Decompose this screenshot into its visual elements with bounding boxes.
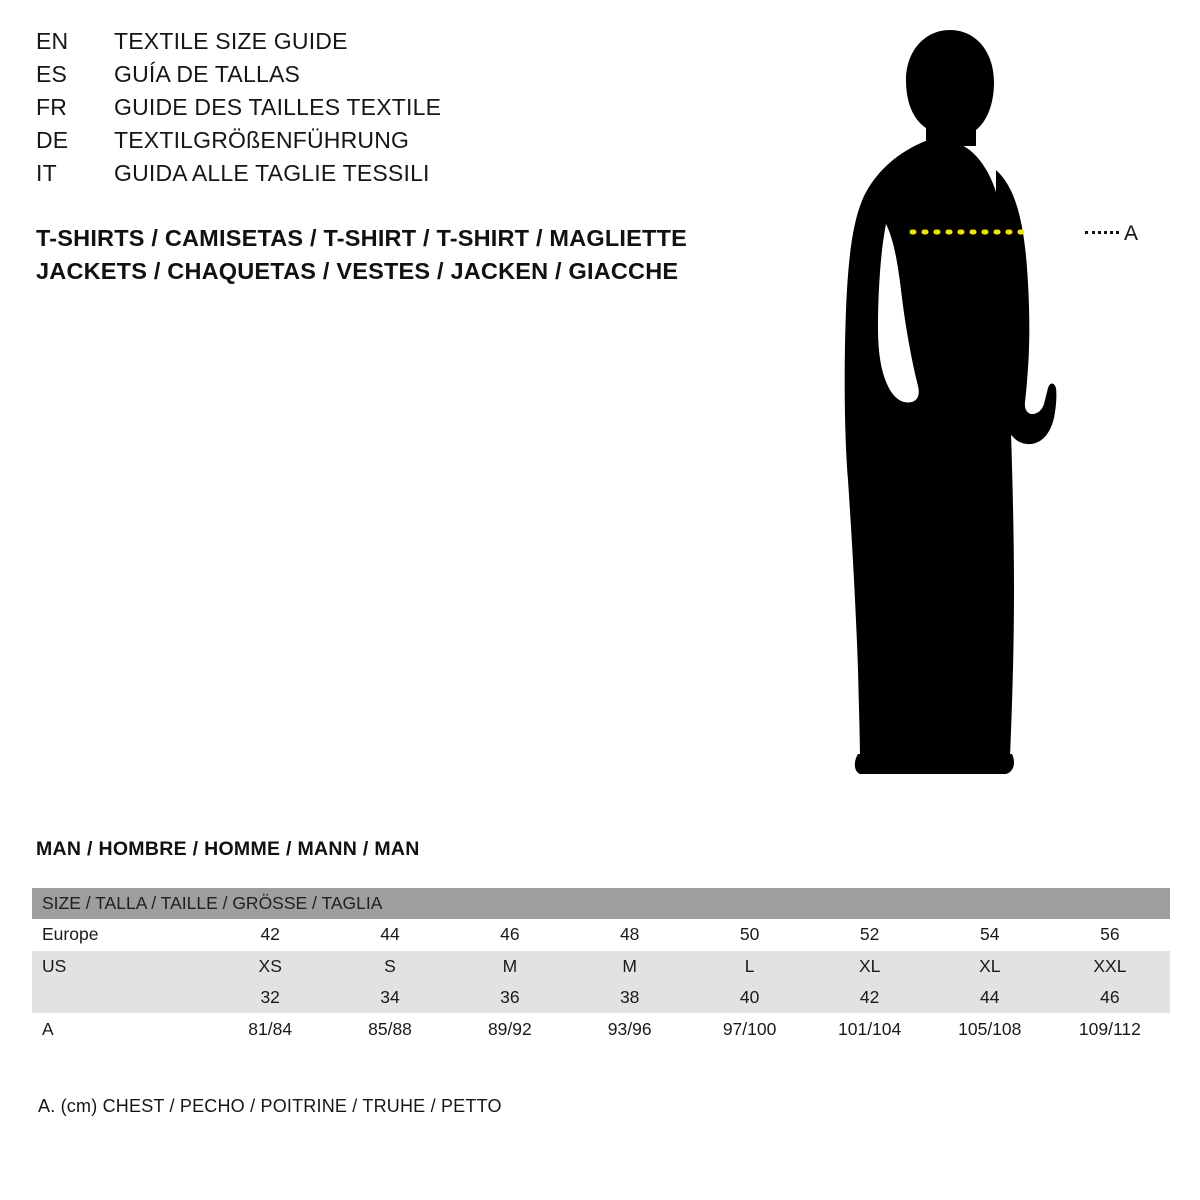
cell-a-1: 85/88 xyxy=(330,1014,450,1046)
garment-line-tshirts: T-SHIRTS / CAMISETAS / T-SHIRT / T-SHIRT / MAGLIETTE xyxy=(36,225,687,251)
language-text-es: GUÍA DE TALLAS xyxy=(114,61,301,87)
cell-us-3: M xyxy=(570,951,690,983)
language-text-it: GUIDA ALLE TAGLIE TESSILI xyxy=(114,160,430,186)
cell-a-6: 105/108 xyxy=(930,1014,1050,1046)
row-label-a: A xyxy=(32,1014,210,1046)
cell-a-0: 81/84 xyxy=(210,1014,330,1046)
section-title-man: MAN / HOMBRE / HOMME / MANN / MAN xyxy=(36,838,420,860)
language-row-it xyxy=(36,160,736,193)
cell-europe-7: 56 xyxy=(1050,919,1170,951)
language-row-de xyxy=(36,127,736,160)
cell-europe-1: 44 xyxy=(330,919,450,951)
language-text-de: TEXTILGRÖßENFÜHRUNG xyxy=(114,127,410,153)
cell-europe-5: 52 xyxy=(810,919,930,951)
language-text-en: TEXTILE SIZE GUIDE xyxy=(114,28,348,54)
cell-a-2: 89/92 xyxy=(450,1014,570,1046)
language-header-block xyxy=(36,28,736,193)
cell-us-0: XS xyxy=(210,951,330,983)
language-code-fr: FR xyxy=(36,94,68,120)
table-row xyxy=(32,919,1170,951)
cell-numeric-6: 44 xyxy=(930,982,1050,1014)
cell-us-2: M xyxy=(450,951,570,983)
cell-europe-3: 48 xyxy=(570,919,690,951)
cell-numeric-4: 40 xyxy=(690,982,810,1014)
cell-numeric-1: 34 xyxy=(330,982,450,1014)
language-row-es xyxy=(36,61,736,94)
row-label-europe: Europe xyxy=(32,919,210,951)
table-header-label: SIZE / TALLA / TAILLE / GRÖSSE / TAGLIA xyxy=(32,888,1170,919)
cell-numeric-0: 32 xyxy=(210,982,330,1014)
row-label-us: US xyxy=(32,951,210,983)
language-code-en: EN xyxy=(36,28,69,54)
size-table xyxy=(32,888,1170,1045)
cell-us-7: XXL xyxy=(1050,951,1170,983)
table-footnote: A. (cm) CHEST / PECHO / POITRINE / TRUHE / PETTO xyxy=(38,1096,502,1116)
cell-a-3: 93/96 xyxy=(570,1014,690,1046)
cell-us-6: XL xyxy=(930,951,1050,983)
cell-numeric-5: 42 xyxy=(810,982,930,1014)
garment-type-block xyxy=(36,222,796,288)
cell-us-1: S xyxy=(330,951,450,983)
row-label-numeric xyxy=(32,982,210,1014)
cell-a-5: 101/104 xyxy=(810,1014,930,1046)
cell-europe-0: 42 xyxy=(210,919,330,951)
language-code-es: ES xyxy=(36,61,68,87)
body-silhouette-figure xyxy=(800,10,1200,800)
table-row xyxy=(32,1014,1170,1046)
language-code-it: IT xyxy=(36,160,57,186)
table-row xyxy=(32,951,1170,983)
cell-europe-6: 54 xyxy=(930,919,1050,951)
cell-europe-4: 50 xyxy=(690,919,810,951)
measure-label-a: A xyxy=(1124,222,1139,245)
garment-line-jackets: JACKETS / CHAQUETAS / VESTES / JACKEN / GIACCHE xyxy=(36,258,679,284)
cell-numeric-7: 46 xyxy=(1050,982,1170,1014)
cell-a-4: 97/100 xyxy=(690,1014,810,1046)
cell-numeric-2: 36 xyxy=(450,982,570,1014)
table-row xyxy=(32,982,1170,1014)
cell-us-5: XL xyxy=(810,951,930,983)
cell-europe-2: 46 xyxy=(450,919,570,951)
cell-numeric-3: 38 xyxy=(570,982,690,1014)
cell-a-7: 109/112 xyxy=(1050,1014,1170,1046)
language-text-fr: GUIDE DES TAILLES TEXTILE xyxy=(114,94,442,120)
language-row-en xyxy=(36,28,736,61)
language-row-fr xyxy=(36,94,736,127)
measure-leader-line xyxy=(1085,231,1119,237)
table-header-row xyxy=(32,888,1170,919)
silhouette-shape xyxy=(845,30,1057,774)
language-code-de: DE xyxy=(36,127,69,153)
cell-us-4: L xyxy=(690,951,810,983)
